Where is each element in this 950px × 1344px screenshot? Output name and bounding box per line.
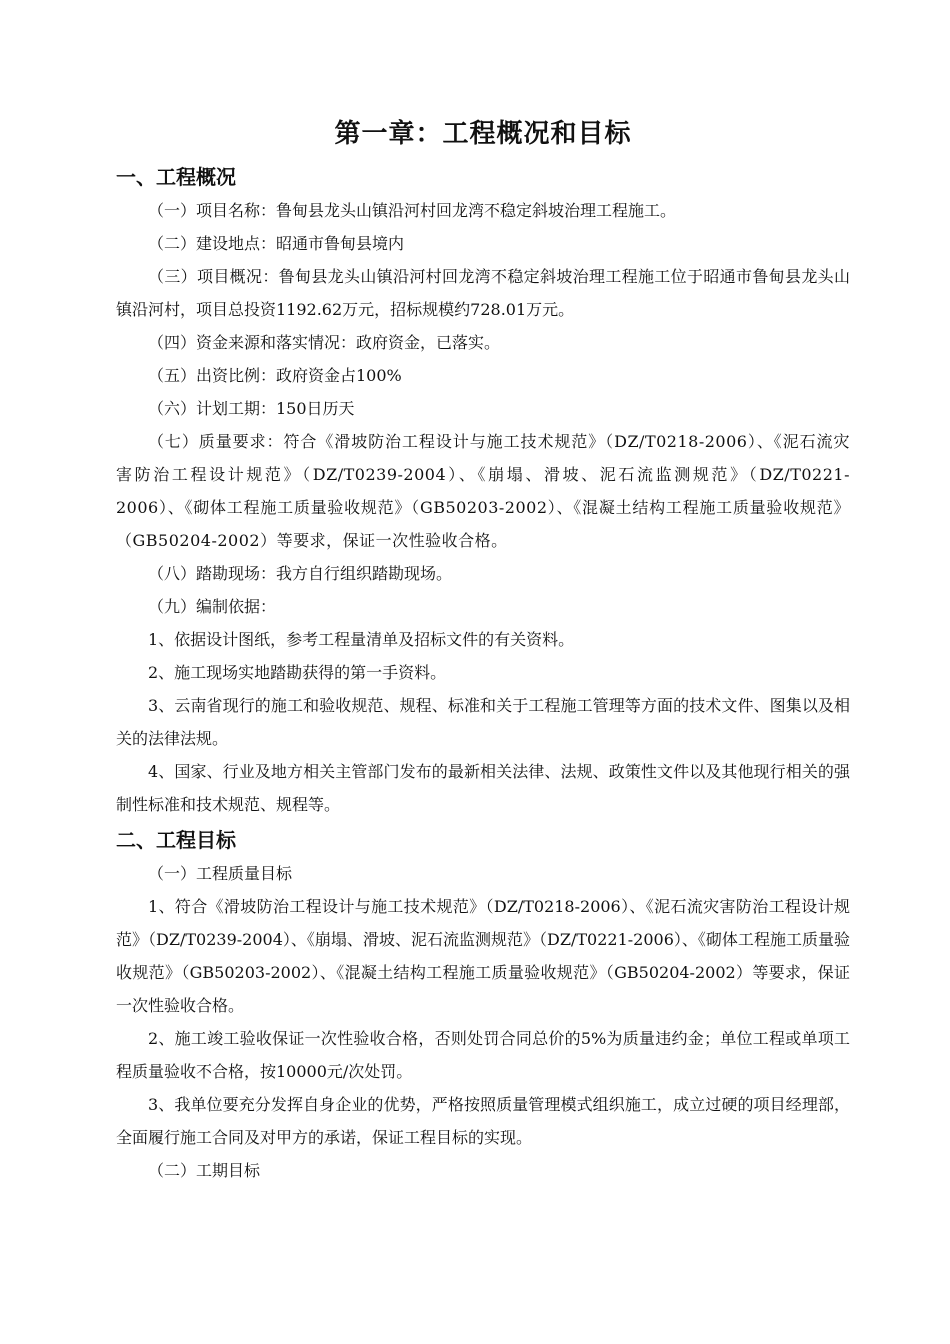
paragraph-basis-4: 4、国家、行业及地方相关主管部门发布的最新相关法律、法规、政策性文件以及其他现行相关的强制性标准和技术规范、规程等。 — [116, 762, 850, 814]
paragraph-quality-goal-heading: （一）工程质量目标 — [148, 864, 293, 883]
paragraph-basis-heading: （九）编制依据： — [148, 597, 277, 616]
paragraph-quality-goal-1: 1、符合《滑坡防治工程设计与施工技术规范》（DZ/T0218-2006）、《泥石流灾害防治工程设计规范》（DZ/T0239-2004）、《崩塌、滑坡、泥石流监测规范》（DZ/T0221-2006）、《砌体工程施工质量验收规范》（GB50203-2002）、《混凝土结构工程施工质量验收规范》（GB50204-2002）等要求，保证一次性验收合格。 — [116, 897, 850, 1015]
chapter-title: 第一章：工程概况和目标 — [334, 119, 632, 149]
paragraph-project-name: （一）项目名称：鲁甸县龙头山镇沿河村回龙湾不稳定斜坡治理工程施工。 — [148, 201, 677, 220]
paragraph-location: （二）建设地点：昭通市鲁甸县境内 — [148, 234, 405, 253]
paragraph-schedule-goal-heading: （二）工期目标 — [148, 1161, 261, 1180]
paragraph-funding-ratio: （五）出资比例：政府资金占100% — [148, 366, 402, 385]
paragraph-quality-goal-2: 2、施工竣工验收保证一次性验收合格，否则处罚合同总价的5%为质量违约金；单位工程或单项工程质量验收不合格，按10000元/次处罚。 — [116, 1029, 850, 1081]
paragraph-basis-1: 1、依据设计图纸，参考工程量清单及招标文件的有关资料。 — [148, 630, 575, 649]
paragraph-quality-requirements: （七）质量要求：符合《滑坡防治工程设计与施工技术规范》（DZ/T0218-2006）、《泥石流灾害防治工程设计规范》（DZ/T0239-2004）、《崩塌、滑坡、泥石流监测规范》（DZ/T0221-2006）、《砌体工程施工质量验收规范》（GB50203-2002）、《混凝土结构工程施工质量验收规范》（GB50204-2002）等要求，保证一次性验收合格。 — [116, 432, 850, 550]
paragraph-basis-3: 3、云南省现行的施工和验收规范、规程、标准和关于工程施工管理等方面的技术文件、图集以及相关的法律法规。 — [116, 696, 850, 748]
document-page — [116, 112, 850, 1187]
paragraph-funding-source: （四）资金来源和落实情况：政府资金，已落实。 — [148, 333, 501, 352]
paragraph-site-survey: （八）踏勘现场：我方自行组织踏勘现场。 — [148, 564, 453, 583]
paragraph-quality-goal-3: 3、我单位要充分发挥自身企业的优势，严格按照质量管理模式组织施工，成立过硬的项目经理部，全面履行施工合同及对甲方的承诺，保证工程目标的实现。 — [116, 1095, 850, 1147]
paragraph-basis-2: 2、施工现场实地踏勘获得的第一手资料。 — [148, 663, 447, 682]
section-heading-goals: 二、工程目标 — [116, 828, 236, 852]
section-heading-overview: 一、工程概况 — [116, 165, 236, 189]
paragraph-schedule: （六）计划工期：150日历天 — [148, 399, 355, 418]
paragraph-project-summary: （三）项目概况：鲁甸县龙头山镇沿河村回龙湾不稳定斜坡治理工程施工位于昭通市鲁甸县龙头山镇沿河村，项目总投资1192.62万元，招标规模约728.01万元。 — [116, 267, 850, 319]
